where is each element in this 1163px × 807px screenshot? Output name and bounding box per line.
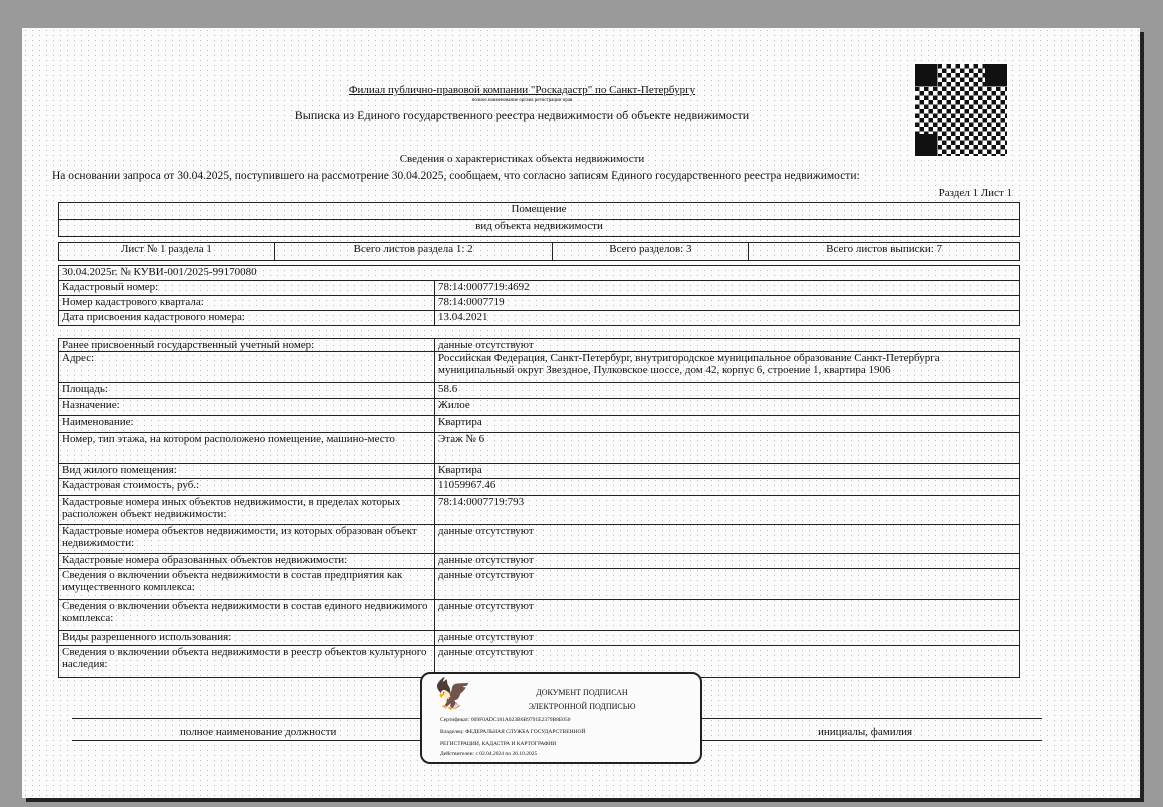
- row-label: Назначение:: [59, 399, 435, 416]
- table-row: [59, 352, 1020, 383]
- row-label: Дата присвоения кадастрового номера:: [59, 311, 435, 326]
- row-value: Жилое: [435, 399, 1020, 416]
- row-value: данные отсутствуют: [435, 631, 1020, 646]
- row-value: данные отсутствуют: [435, 569, 1020, 600]
- coat-of-arms-icon: 🦅: [434, 678, 472, 711]
- sheet-info-table: [58, 242, 1020, 261]
- table-row: [59, 399, 1020, 416]
- row-value: 11059967.46: [435, 479, 1020, 496]
- stamp-certificate: Сертификат: 009F0ADC181A023B6B9791E2379B8E050: [440, 717, 571, 723]
- table-row: [59, 311, 1020, 326]
- row-label: Наименование:: [59, 416, 435, 433]
- sheets-in-section: Всего листов раздела 1: 2: [274, 243, 552, 261]
- row-value: 58.6: [435, 383, 1020, 399]
- row-value: Квартира: [435, 464, 1020, 479]
- table-row: [59, 631, 1020, 646]
- stamp-validity: Действителен: с 02.04.2024 по 26.10.2025: [440, 751, 538, 757]
- table-row: [59, 464, 1020, 479]
- table-row: [59, 383, 1020, 399]
- row-label: Виды разрешенного использования:: [59, 631, 435, 646]
- row-value: 78:14:0007719:793: [435, 496, 1020, 525]
- row-label: Сведения о включении объекта недвижимости в состав единого недвижимого комплекса:: [59, 600, 435, 631]
- table-row: [59, 600, 1020, 631]
- characteristics-table: [58, 338, 1020, 678]
- object-type-caption: вид объекта недвижимости: [59, 220, 1020, 237]
- row-label: Кадастровые номера объектов недвижимости, из которых образован объект недвижимости:: [59, 525, 435, 554]
- name-caption: инициалы, фамилия: [818, 726, 913, 738]
- row-label: Площадь:: [59, 383, 435, 399]
- row-value: данные отсутствуют: [435, 339, 1020, 352]
- row-label: Кадастровые номера иных объектов недвижимости, в пределах которых расположен объект недвижимости:: [59, 496, 435, 525]
- table-row: [59, 525, 1020, 554]
- row-value: Этаж № 6: [435, 433, 1020, 464]
- table-row: [59, 433, 1020, 464]
- section-title: Сведения о характеристиках объекта недвижимости: [399, 153, 645, 165]
- row-value: данные отсутствуют: [435, 525, 1020, 554]
- row-value: Российская Федерация, Санкт-Петербург, внутригородское муниципальное образование Санкт-Петербурга муниципальный округ Звездное, Пулковское шоссе, дом 42, корпус 6, строение 1, квартира 1906: [435, 352, 1020, 383]
- row-label: Сведения о включении объекта недвижимости в реестр объектов культурного наследия:: [59, 646, 435, 678]
- table-row: [59, 339, 1020, 352]
- main-info-table: [58, 265, 1020, 326]
- row-value: данные отсутствуют: [435, 600, 1020, 631]
- org-name: Филиал публично-правовой компании "Роскадастр" по Санкт-Петербургу: [348, 84, 696, 96]
- row-label: Кадастровые номера образованных объектов недвижимости:: [59, 554, 435, 569]
- row-label: Вид жилого помещения:: [59, 464, 435, 479]
- row-value: 78:14:0007719: [435, 296, 1020, 311]
- position-caption: полное наименование должности: [180, 726, 337, 738]
- row-value: данные отсутствуют: [435, 646, 1020, 678]
- org-caption: полное наименование органа регистрации прав: [471, 98, 573, 103]
- table-row: [59, 569, 1020, 600]
- row-value: данные отсутствуют: [435, 554, 1020, 569]
- document-page: [22, 28, 1140, 798]
- row-label: Ранее присвоенный государственный учетный номер:: [59, 339, 435, 352]
- stamp-owner: Владелец: ФЕДЕРАЛЬНАЯ СЛУЖБА ГОСУДАРСТВЕННОЙ: [440, 729, 586, 735]
- document-number: 30.04.2025г. № КУВИ-001/2025-99170080: [59, 266, 1020, 281]
- row-label: Номер кадастрового квартала:: [59, 296, 435, 311]
- table-row: [59, 416, 1020, 433]
- intro-text: На основании запроса от 30.04.2025, поступившего на рассмотрение 30.04.2025, сообщаем, что согласно записям Единого государственного реестра недвижимости:: [52, 170, 860, 182]
- row-label: Сведения о включении объекта недвижимости в состав предприятия как имущественного комплекса:: [59, 569, 435, 600]
- object-type-table: [58, 202, 1020, 237]
- row-label: Адрес:: [59, 352, 435, 383]
- section-sheet-label: Раздел 1 Лист 1: [938, 187, 1012, 199]
- sheet-number: Лист № 1 раздела 1: [59, 243, 275, 261]
- document-title: Выписка из Единого государственного реестра недвижимости об объекте недвижимости: [294, 108, 750, 122]
- table-row: [59, 479, 1020, 496]
- row-value: 13.04.2021: [435, 311, 1020, 326]
- table-row: [59, 554, 1020, 569]
- sheets-total: Всего листов выписки: 7: [749, 243, 1020, 261]
- table-row: [59, 281, 1020, 296]
- sections-total: Всего разделов: 3: [552, 243, 749, 261]
- row-label: Кадастровая стоимость, руб.:: [59, 479, 435, 496]
- table-row: [59, 496, 1020, 525]
- qr-code: [915, 64, 1007, 156]
- table-row: [59, 296, 1020, 311]
- stamp-owner2: РЕГИСТРАЦИИ, КАДАСТРА И КАРТОГРАФИИ: [440, 741, 557, 747]
- stamp-line2: ЭЛЕКТРОННОЙ ПОДПИСЬЮ: [528, 702, 636, 711]
- electronic-signature-stamp: [420, 672, 702, 764]
- row-label: Номер, тип этажа, на котором расположено помещение, машино-место: [59, 433, 435, 464]
- object-type: Помещение: [59, 203, 1020, 220]
- row-label: Кадастровый номер:: [59, 281, 435, 296]
- row-value: Квартира: [435, 416, 1020, 433]
- stamp-line1: ДОКУМЕНТ ПОДПИСАН: [536, 688, 628, 697]
- row-value: 78:14:0007719:4692: [435, 281, 1020, 296]
